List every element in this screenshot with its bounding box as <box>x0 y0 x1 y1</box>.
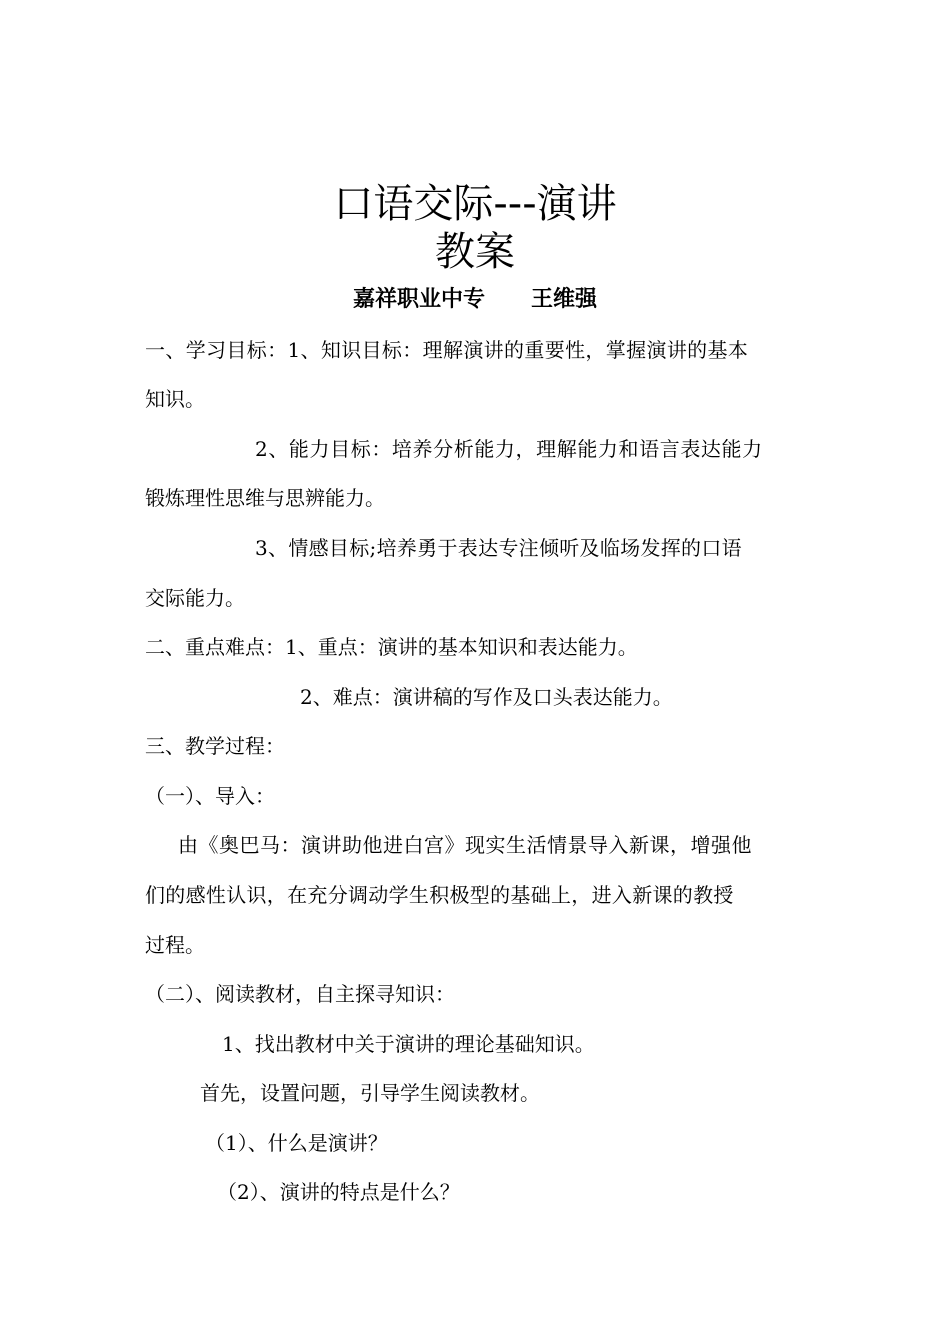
paragraph-line: （1）、什么是演讲？ <box>205 1131 388 1155</box>
paragraph-line: 首先，设置问题，引导学生阅读教材。 <box>200 1081 540 1105</box>
paragraph-line: （二）、阅读教材，自主探寻知识： <box>145 982 455 1006</box>
paragraph-line: （一）、导入： <box>145 784 275 808</box>
paragraph-line: 过程。 <box>145 933 205 957</box>
paragraph-line: （2）、演讲的特点是什么？ <box>217 1180 460 1204</box>
paragraph-line: 锻炼理性思维与思辨能力。 <box>145 486 385 510</box>
paragraph-line: 3、情感目标;培养勇于表达专注倾听及临场发挥的口语 <box>255 536 742 560</box>
paragraph-line: 交际能力。 <box>145 586 245 610</box>
paragraph-line: 1、找出教材中关于演讲的理论基础知识。 <box>222 1032 595 1056</box>
title-line-2: 教案 <box>435 229 515 275</box>
author-line: 嘉祥职业中专 王维强 <box>353 287 597 312</box>
paragraph-line: 们的感性认识，在充分调动学生积极型的基础上，进入新课的教授 <box>145 883 734 907</box>
paragraph-line: 知识。 <box>145 387 205 411</box>
paragraph-line: 2、难点：演讲稿的写作及口头表达能力。 <box>300 685 673 709</box>
paragraph-line: 三、教学过程： <box>145 734 285 758</box>
title-line-1: 口语交际---演讲 <box>333 181 617 227</box>
paragraph-line: 由《奥巴马：演讲助他进白宫》现实生活情景导入新课，增强他 <box>178 833 752 857</box>
paragraph-line: 二、重点难点：1、重点：演讲的基本知识和表达能力。 <box>145 635 638 659</box>
paragraph-line: 一、学习目标：1、知识目标：理解演讲的重要性，掌握演讲的基本 <box>145 338 749 362</box>
paragraph-line: 2、能力目标：培养分析能力，理解能力和语言表达能力 <box>255 437 763 461</box>
